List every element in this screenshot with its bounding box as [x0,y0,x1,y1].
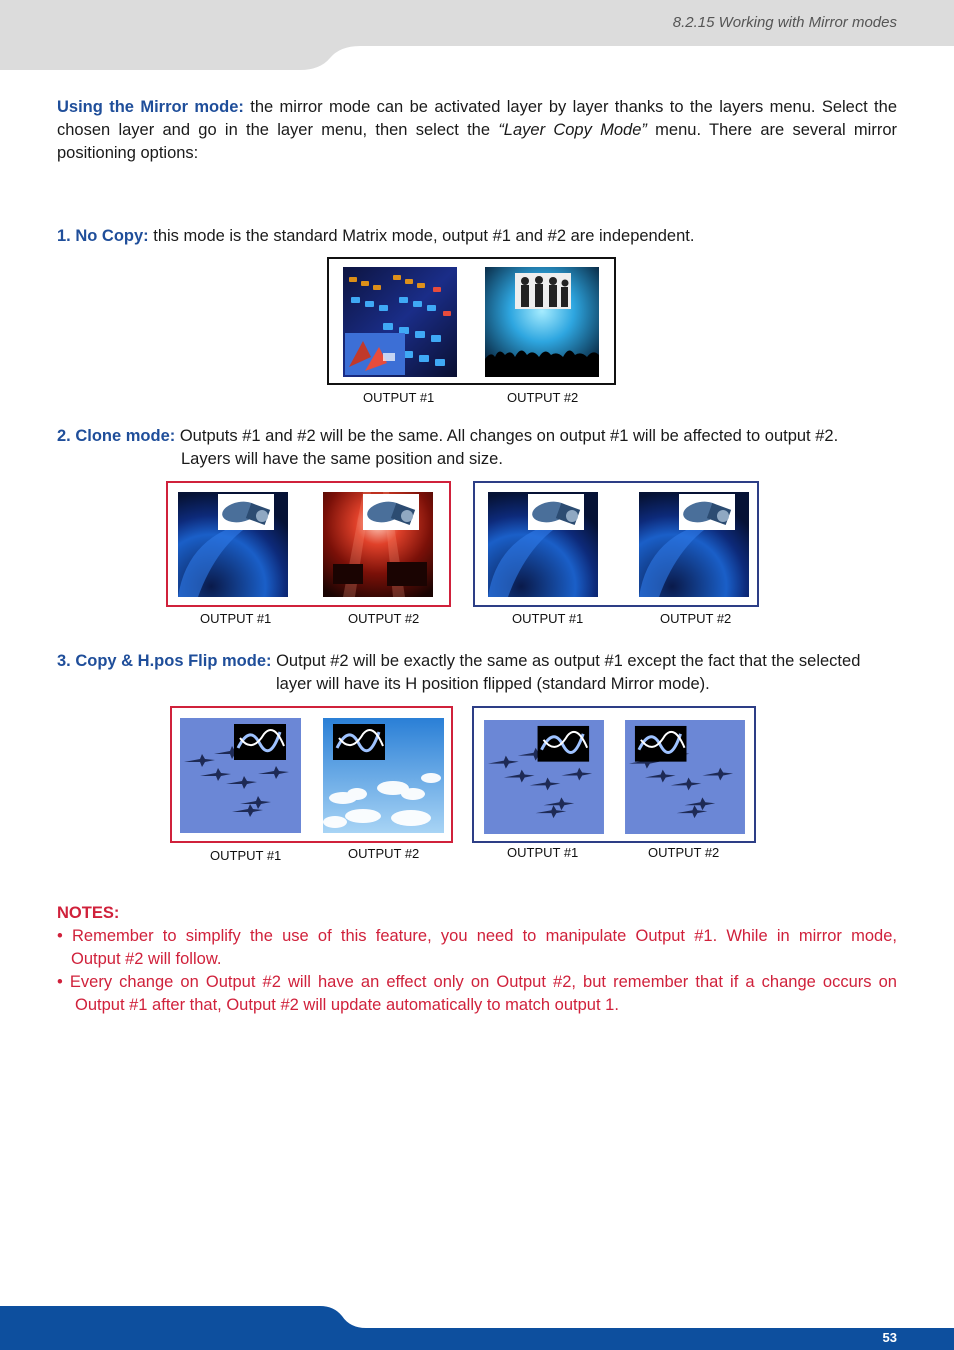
clone-after-output-2-caption: OUTPUT #2 [660,611,732,626]
layer-copy-mode-menu-name: “Layer Copy Mode” [498,121,647,139]
jets-formation-flipped-layer-image [625,720,745,834]
jets-formation-image [484,720,604,834]
section-hpos-flip-mode [57,650,897,696]
blue-planet-image [178,492,288,597]
section-2-text-line1: Outputs #1 and #2 will be the same. All changes on output #1 will be affected to output #2. [175,427,839,445]
no-copy-output-1-caption: OUTPUT #1 [363,390,435,405]
note-2-line-1: • Every change on Output #2 will have an effect only on Output #2, but remember that if a change occurs on [57,973,897,991]
clone-after-frame [473,481,759,607]
note-1-line-2: Output #2 will follow. [71,950,222,968]
section-1-text: this mode is the standard Matrix mode, output #1 and #2 are independent. [148,227,695,245]
section-2-text-line2: Layers will have the same position and size. [181,450,503,468]
section-3-text-line2: layer will have its H position flipped (standard Mirror mode). [276,675,710,693]
header-band [0,0,954,70]
no-copy-output-frame [327,257,616,385]
note-2-line-2: Output #1 after that, Output #2 will update automatically to match output 1. [75,996,619,1014]
section-3-lead: 3. Copy & H.pos Flip mode: [57,652,272,670]
blue-planet-image [488,492,598,597]
section-2-lead: 2. Clone mode: [57,427,176,445]
flip-after-output-1-caption: OUTPUT #1 [507,845,579,860]
intro-text-a: the mirror mode can be activated layer by layer thanks to the layers menu. Select the chosen layer and go in the layer menu, then select the [57,98,897,139]
no-copy-output-2-caption: OUTPUT #2 [507,390,579,405]
section-1-lead: 1. No Copy: [57,227,149,245]
concert-crowd-image [485,267,599,377]
notes-title: NOTES: [57,904,120,922]
section-3-text-line1: Output #2 will be exactly the same as output #1 except the fact that the selected [271,652,861,670]
note-1-line-1: • Remember to simplify the use of this feature, you need to manipulate Output #1. While in mirror mode, [57,927,897,945]
section-no-copy [57,225,897,248]
clone-before-output-1-caption: OUTPUT #1 [200,611,272,626]
footer-band [0,1300,954,1350]
notes-block [57,902,897,1017]
intro-text-b: menu. There are several mirror positioning options: [57,121,897,162]
clone-before-frame [166,481,451,607]
clone-after-output-1-caption: OUTPUT #1 [512,611,584,626]
blue-planet-image [639,492,749,597]
intro-lead: Using the Mirror mode: [57,98,244,116]
flip-before-frame [170,706,453,843]
flip-before-output-2-caption: OUTPUT #2 [348,846,420,861]
section-clone-mode [57,425,897,471]
clone-before-output-2-caption: OUTPUT #2 [348,611,420,626]
flip-before-output-1-caption: OUTPUT #1 [210,848,282,863]
control-desk-image [343,267,457,377]
flip-after-output-2-caption: OUTPUT #2 [648,845,720,860]
intro-paragraph [57,96,897,165]
clouds-sky-image [323,718,444,833]
section-title: 8.2.15 Working with Mirror modes [672,14,897,31]
red-stage-image [323,492,433,597]
page-number: 53 [882,1330,897,1345]
jets-formation-image [180,718,301,833]
flip-after-frame [472,706,756,843]
